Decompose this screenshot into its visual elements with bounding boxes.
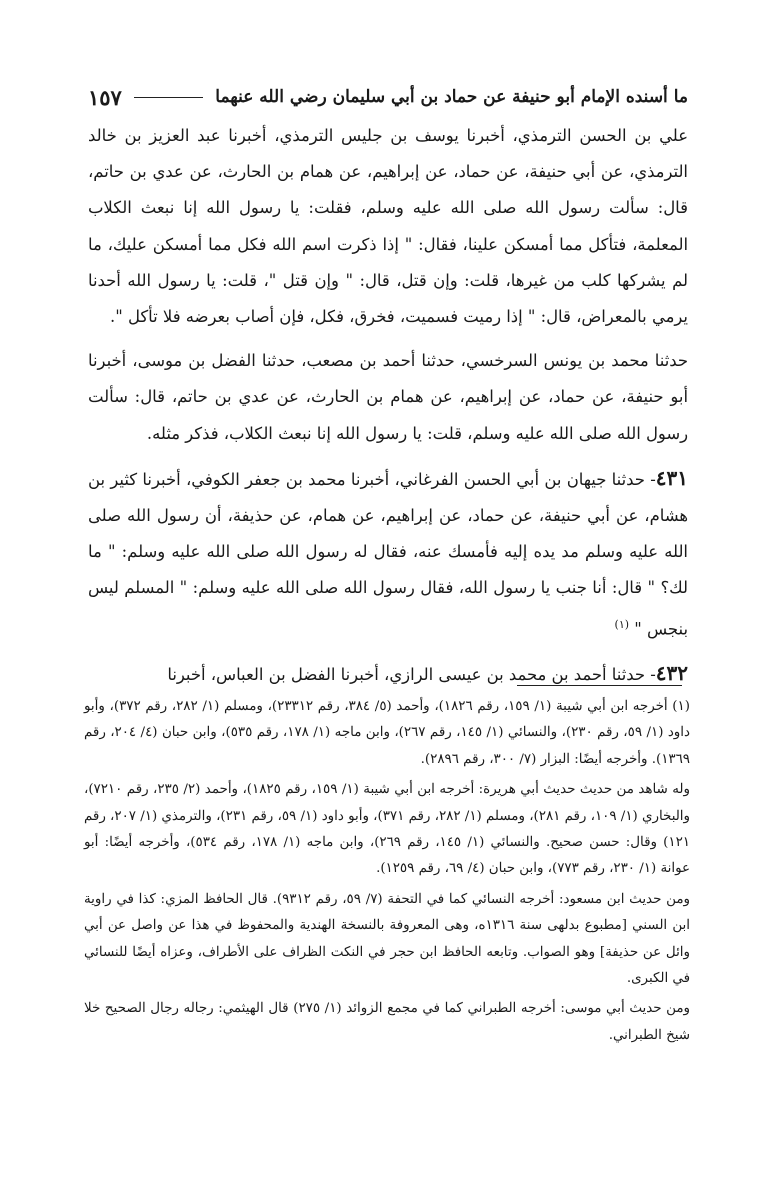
paragraph-text: - حدثنا جيهان بن أبي الحسن الفرغاني، أخبرنا محمد بن جعفر الكوفي، أخبرنا كثير بن هشام، عن أبي حنيفة، عن حماد، عن إبراهيم، عن همام، عن حذيفة، أن رسول الله صلى الله عليه وسلم مد يده إليه فأمسك عنه، فقال له رسول الله صلى الله عليه وسلم: " ما لك؟ " قال: أنا جنب يا رسول الله، فقال رسول الله صلى الله عليه وسلم: " المسلم ليس بنجس " xyxy=(88,469,688,639)
hadith-431 xyxy=(88,460,688,647)
footnote: ومن حديث أبي موسى: أخرجه الطبراني كما في مجمع الزوائد (١/ ٢٧٥) قال الهيثمي: رجاله رجال الصحيح خلا شيخ الطبراني. xyxy=(84,1001,690,1043)
paragraph-text: - حدثنا أحمد بن محمد بن عيسى الرازي، أخبرنا الفضل بن العباس، أخبرنا xyxy=(167,665,656,685)
running-header xyxy=(88,82,688,112)
page-number: ١٥٧ xyxy=(88,84,122,110)
footnote: ومن حديث ابن مسعود: أخرجه النسائي كما في التحفة (٧/ ٥٩، رقم ٩٣١٢). قال الحافظ المزي: كذا في راوية ابن السني [مطبوع بدلهى سنة ١٣١٦ه، وهى المعروفة بالنسخة الهندية والمحفوظ في هذا عن واصل عن أبي وائل عن حذيفة] وهو الصواب. وتابعه الحافظ ابن حجر في النكت الظراف على الأطراف، وعزاه أيضًا للنسائي في الكبرى. xyxy=(84,891,690,987)
header-rule xyxy=(134,97,203,98)
paragraph-text: حدثنا محمد بن يونس السرخسي، حدثنا أحمد بن مصعب، حدثنا الفضل بن موسى، أخبرنا أبو حنيفة، عن حماد، عن إبراهيم، عن همام بن الحارث، عن عدي بن حاتم، قال: سألت رسول الله صلى الله عليه وسلم، قلت: يا رسول الله إنا نبعث الكلاب، فذكر مثله. xyxy=(88,351,688,443)
hadith-432 xyxy=(88,655,688,693)
paragraph xyxy=(88,343,688,452)
footnotes xyxy=(84,694,690,1053)
hadith-number: ٤٣١ xyxy=(655,465,688,490)
main-text xyxy=(88,118,688,702)
paragraph xyxy=(88,118,688,335)
footnote-separator xyxy=(517,685,682,686)
footnote-ref: (١) xyxy=(614,617,630,631)
header-title: ما أسنده الإمام أبو حنيفة عن حماد بن أبي سليمان رضي الله عنهما xyxy=(215,87,688,107)
paragraph-text: علي بن الحسن الترمذي، أخبرنا يوسف بن جليس الترمذي، أخبرنا عبد العزيز بن خالد الترمذي، عن أبي حنيفة، عن حماد، عن إبراهيم، عن همام بن الحارث، عن عدي بن حاتم، قال: سألت رسول الله صلى الله عليه وسلم، فقلت: يا رسول الله إنا نبعث الكلاب المعلمة، فتأكل مما أمسكن علينا، فقال: " إذا ذكرت اسم الله فكل مما أمسكن عليك، ما لم يشركها كلب من غيرها، قلت: وإن قتل، قال: " وإن قتل "، قلت: يا رسول الله أحدنا يرمي بالمعراض، قال: " إذا رميت فسميت، فخرق، فكل، فإن أصاب بعرضه فلا تأكل ". xyxy=(88,126,688,327)
hadith-number: ٤٣٢ xyxy=(655,661,688,686)
footnote: (١) أخرجه ابن أبي شيبة (١/ ١٥٩، رقم ١٨٢٦)، وأحمد (٥/ ٣٨٤، رقم ٢٣٣١٢)، ومسلم (١/ ٢٨٢، رقم ٣٧٢)، وأبو داود (١/ ٥٩، رقم ٢٣٠)، والنسائي (١/ ١٤٥، رقم ٢٦٧)، وابن ماجه (١/ ١٧٨، رقم ٥٣٥)، وابن حبان (٤/ ٢٠٤، رقم ١٣٦٩). وأخرجه أيضًا: البزار (٧/ ٣٠٠، رقم ٢٨٩٦). xyxy=(84,699,690,767)
footnote: وله شاهد من حديث حديث أبي هريرة: أخرجه ابن أبي شيبة (١/ ١٥٩، رقم ١٨٢٥)، وأحمد (٢/ ٢٣٥، رقم ٧٢١٠)، والبخاري (١/ ١٠٩، رقم ٢٨١)، ومسلم (١/ ٢٨٢، رقم ٣٧١)، وأبو داود (١/ ٥٩، رقم ٢٣١)، والترمذي (١/ ٢٠٧، رقم ١٢١) وقال: حسن صحيح. والنسائي (١/ ١٤٥، رقم ٢٦٩)، وابن ماجه (١/ ١٧٨، رقم ٥٣٤)، وأخرجه أيضًا: أبو عوانة (١/ ٢٣٠، رقم ٧٧٣)، وابن حبان (٤/ ٦٩، رقم ١٢٥٩). xyxy=(84,782,690,877)
